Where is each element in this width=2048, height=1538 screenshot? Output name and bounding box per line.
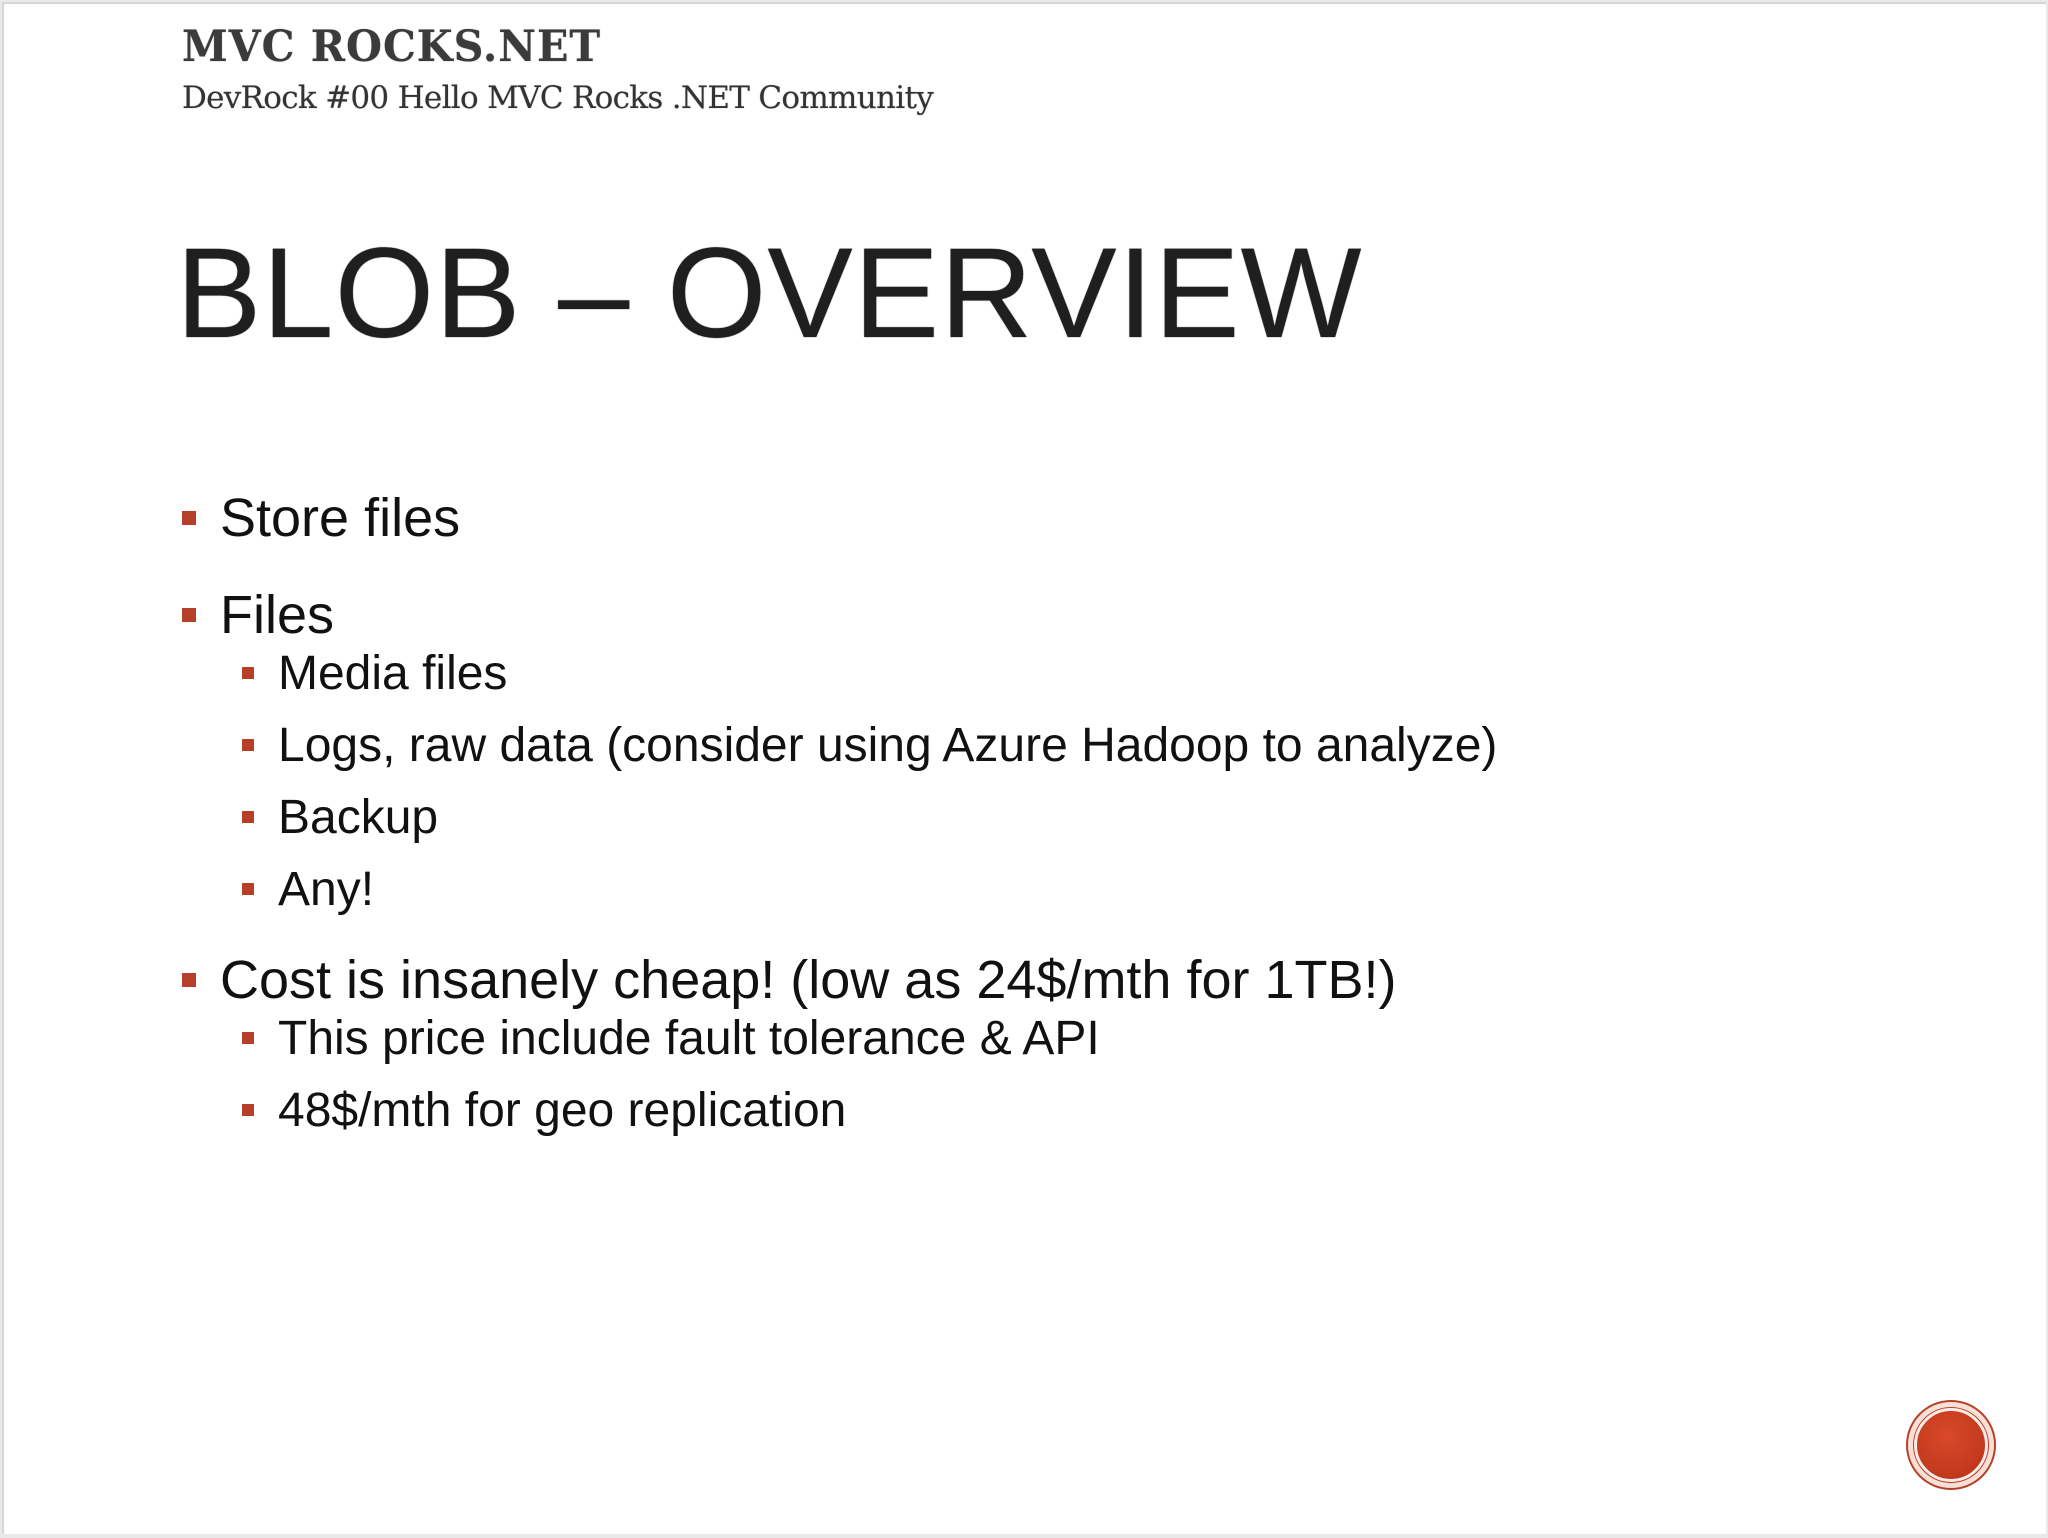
square-bullet-icon: [182, 973, 196, 987]
subbullet-text: This price include fault tolerance & API: [278, 1011, 1100, 1065]
subbullet-logs-raw-data: [178, 716, 1878, 774]
bullet-text: Files: [220, 585, 335, 645]
bullet-store-files: [178, 482, 1878, 554]
square-bullet-icon: [182, 608, 196, 622]
circle-arrow-icon[interactable]: [1908, 1402, 1994, 1488]
bullet-text: Cost is insanely cheap! (low as 24$/mth for 1TB!): [220, 950, 1397, 1010]
presentation-slide: [2, 2, 2046, 1534]
cost-subbullets: [178, 1009, 1878, 1139]
subbullet-backup: [178, 788, 1878, 846]
brand-logo-text: MVC ROCKS.NET: [182, 22, 602, 72]
square-bullet-icon: [242, 1032, 254, 1044]
subbullet-text: Media files: [278, 646, 508, 700]
slide-title: BLOB – OVERVIEW: [176, 222, 1363, 365]
bullet-cost: [178, 944, 1878, 1016]
subbullet-price-includes: [178, 1009, 1878, 1067]
subbullet-media-files: [178, 644, 1878, 702]
square-bullet-icon: [242, 883, 254, 895]
bullet-files: [178, 579, 1878, 651]
subbullet-any: [178, 860, 1878, 918]
bullet-text: Store files: [220, 488, 461, 548]
square-bullet-icon: [242, 739, 254, 751]
square-bullet-icon: [242, 811, 254, 823]
subbullet-text: Backup: [278, 790, 439, 844]
subbullet-text: 48$/mth for geo replication: [278, 1083, 847, 1137]
subbullet-text: Logs, raw data (consider using Azure Hadoop to analyze): [278, 718, 1498, 772]
subbullet-text: Any!: [278, 862, 375, 916]
files-subbullets: [178, 644, 1878, 918]
square-bullet-icon: [182, 511, 196, 525]
square-bullet-icon: [242, 1104, 254, 1116]
presentation-subtitle: DevRock #00 Hello MVC Rocks .NET Community: [182, 80, 934, 116]
slide-content: [178, 482, 1878, 1165]
subbullet-geo-replication: [178, 1081, 1878, 1139]
square-bullet-icon: [242, 667, 254, 679]
